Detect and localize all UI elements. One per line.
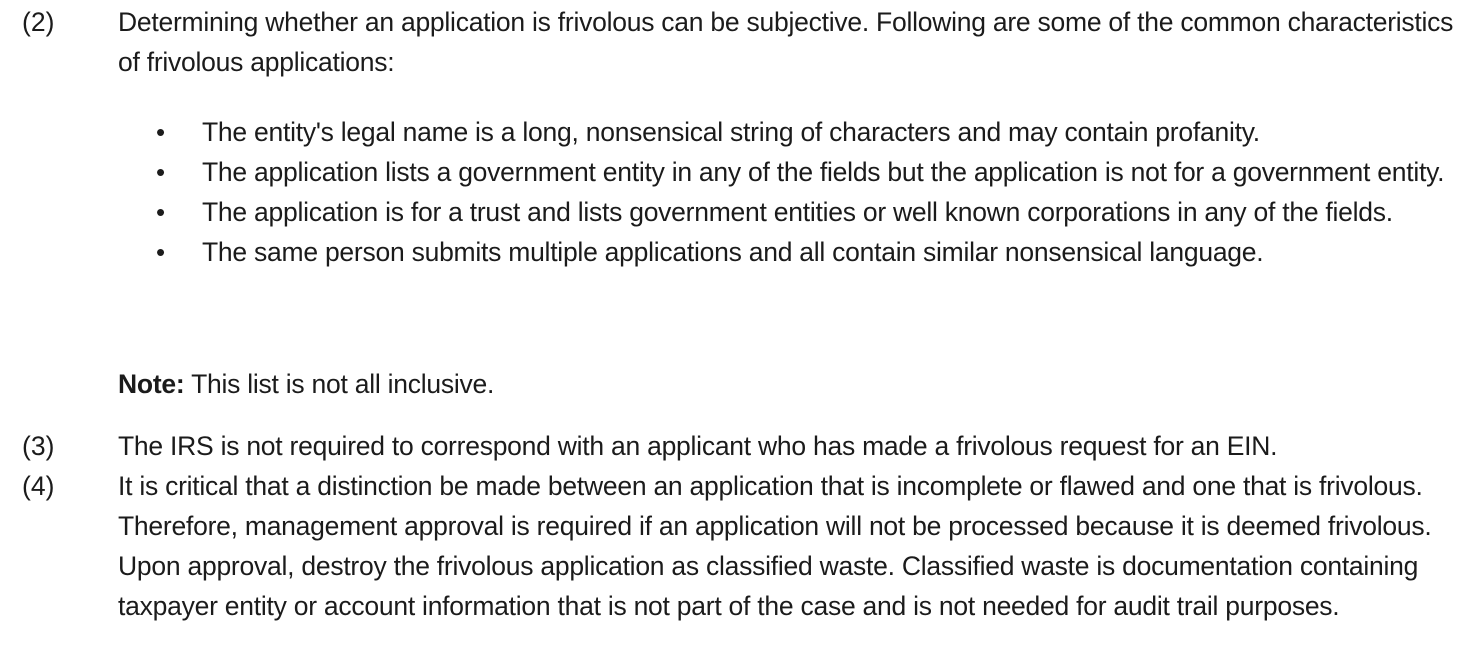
paragraph-text: It is critical that a distinction be made between an application that is incomplete or flawed and one that is frivolous. Therefore, management approval is required if an application will not be processed because it is deemed frivolous. Upon approval, destroy the frivolous application as classified waste. Classified waste is documentation containing taxpayer entity or account information that is not part of the case and is not needed for audit trail purposes. xyxy=(118,471,1432,621)
list-item-text: The application is for a trust and lists government entities or well known corporations in any of the fields. xyxy=(202,197,1393,227)
characteristics-list xyxy=(0,112,1472,272)
list-item xyxy=(0,192,1462,232)
bullet-glyph: • xyxy=(156,157,165,187)
list-item-text: The same person submits multiple applications and all contain similar nonsensical language. xyxy=(202,237,1264,267)
paragraph-number: (3) xyxy=(22,431,55,461)
list-item xyxy=(0,232,1462,272)
paragraph-text: The IRS is not required to correspond with an applicant who has made a frivolous request for an EIN. xyxy=(118,431,1278,461)
note xyxy=(118,364,1468,404)
bullet-glyph: • xyxy=(156,197,165,227)
bullet-glyph: • xyxy=(156,117,165,147)
note-label: Note: xyxy=(118,369,185,399)
list-item-text: The application lists a government entity in any of the fields but the application is not for a government entity. xyxy=(202,157,1445,187)
paragraph-number: (4) xyxy=(22,471,55,501)
paragraph-number: (2) xyxy=(22,7,55,37)
list-item xyxy=(0,112,1462,152)
note-text: This list is not all inclusive. xyxy=(184,369,495,399)
bullet-glyph: • xyxy=(156,237,165,267)
list-item-text: The entity's legal name is a long, nonsensical string of characters and may contain profanity. xyxy=(202,117,1260,147)
paragraph-text: Determining whether an application is frivolous can be subjective. Following are some of the common characteristics of frivolous applications: xyxy=(118,7,1454,77)
list-item xyxy=(0,152,1462,192)
